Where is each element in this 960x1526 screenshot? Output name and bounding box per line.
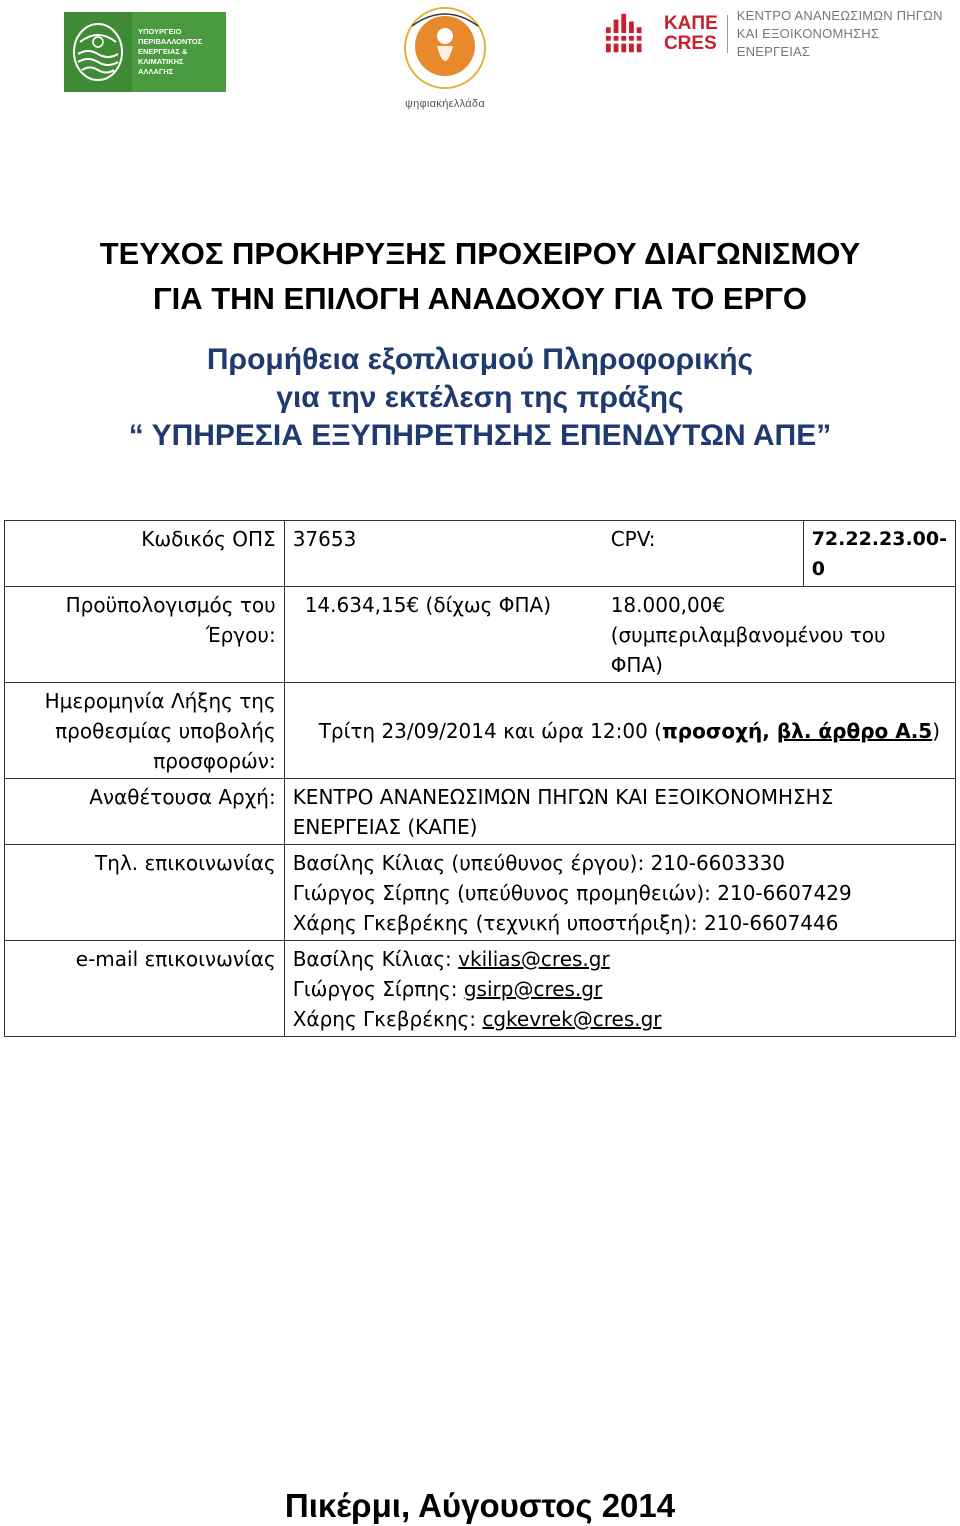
phone-list — [284, 845, 955, 941]
budget-gross-note: (συμπεριλαμβανομένου του ΦΠΑ) — [610, 623, 886, 677]
title-line2: ΓΙΑ ΤΗΝ ΕΠΙΛΟΓΗ ΑΝΑΔΟΧΟΥ ΓΙΑ ΤΟ ΕΡΓΟ — [152, 281, 808, 316]
phone-item: Βασίλης Κίλιας (υπεύθυνος έργου): 210-6603330 — [292, 851, 786, 875]
email-label: e-mail επικοινωνίας — [5, 941, 285, 1037]
table-row-phones — [5, 845, 956, 941]
kape-acronyms — [664, 14, 718, 54]
subtitle-line3: “ ΥΠΗΡΕΣΙΑ ΕΞΥΠΗΡΕΤΗΣΗΣ ΕΠΕΝΔΥΤΩΝ ΑΠΕ” — [128, 419, 832, 452]
kape-bars-icon — [604, 9, 656, 59]
budget-net: 14.634,15€ (δίχως ΦΠΑ) — [304, 593, 552, 617]
document-title — [0, 231, 960, 321]
email-item — [293, 944, 947, 974]
subtitle-line2: για την εκτέλεση της πράξης — [276, 381, 684, 414]
table-row-authority — [5, 779, 956, 845]
digital-greece-caption: ψηφιακήελλάδα — [405, 98, 485, 110]
deadline-close: ) — [932, 719, 941, 743]
deadline-label: Ημερομηνία Λήξης της προθεσμίας υποβολής προσφορών: — [5, 683, 285, 779]
kape-full-name — [737, 7, 948, 61]
budget-gross — [603, 587, 955, 682]
ops-label: Κωδικός ΟΠΣ — [5, 521, 285, 587]
cpv-label: CPV: — [610, 527, 656, 551]
email-link[interactable]: vkilias@cres.gr — [458, 947, 610, 971]
phone-label: Τηλ. επικοινωνίας — [5, 845, 285, 941]
authority-value: ΚΕΝΤΡΟ ΑΝΑΝΕΩΣΙΜΩΝ ΠΗΓΩΝ ΚΑΙ ΕΞΟΙΚΟΝΟΜΗΣΗΣ ΕΝΕΡΓΕΙΑΣ (ΚΑΠΕ) — [284, 779, 955, 845]
kape-divider — [727, 15, 728, 53]
project-subtitle — [0, 341, 960, 455]
email-contact-name: Χάρης Γκεβρέκης: — [292, 1007, 483, 1031]
kape-logo — [604, 8, 948, 60]
email-item — [293, 1004, 947, 1034]
place-and-date: Πικέρμι, Αύγουστος 2014 — [284, 1487, 676, 1524]
title-line1: ΤΕΥΧΟΣ ΠΡΟΚΗΡΥΞΗΣ ΠΡΟΧΕΙΡΟΥ ΔΙΑΓΩΝΙΣΜΟΥ — [99, 236, 861, 271]
deadline-cell — [284, 683, 955, 779]
table-row-ops — [5, 521, 956, 587]
email-link[interactable]: gsirp@cres.gr — [463, 977, 603, 1001]
digital-greece-logo — [392, 6, 498, 110]
cres-acronym: CRES — [663, 33, 717, 54]
email-link[interactable]: cgkevrek@cres.gr — [482, 1007, 662, 1031]
ops-value: 37653 — [292, 527, 357, 551]
subtitle-line1: Προμήθεια εξοπλισμού Πληροφορικής — [206, 343, 754, 376]
kape-full-line2: ΚΑΙ ΕΞΟΙΚΟΝΟΜΗΣΗΣ ΕΝΕΡΓΕΙΑΣ — [736, 26, 880, 59]
kape-full-line1: ΚΕΝΤΡΟ ΑΝΑΝΕΩΣΙΜΩΝ ΠΗΓΩΝ — [736, 8, 943, 23]
email-contact-name: Γιώργος Σίρπης: — [292, 977, 464, 1001]
budget-label: Προϋπολογισμός του Έργου: — [5, 587, 285, 683]
deadline-text: Τρίτη 23/09/2014 και ώρα 12:00 ( — [318, 719, 662, 743]
phone-item: Γιώργος Σίρπης (υπεύθυνος προμηθειών): 210-6607429 — [292, 881, 852, 905]
budget-cell — [284, 587, 955, 683]
phone-item: Χάρης Γκεβρέκης (τεχνική υποστήριξη): 210-6607446 — [292, 911, 839, 935]
digital-greece-icon — [392, 6, 498, 92]
ministry-name: ΥΠΟΥΡΓΕΙΟ ΠΕΡΙΒΑΛΛΟΝΤΟΣ ΕΝΕΡΓΕΙΑΣ & ΚΛΙΜΑΤΙΚΗΣ ΑΛΛΑΓΗΣ — [138, 27, 203, 76]
email-list — [284, 941, 955, 1037]
budget-gross-amount: 18.000,00€ — [610, 593, 726, 617]
deadline-warning: προσοχή, — [661, 719, 777, 743]
table-row-emails — [5, 941, 956, 1037]
ministry-emblem-icon — [64, 12, 132, 92]
authority-label: Αναθέτουσα Αρχή: — [5, 779, 285, 845]
ministry-logo — [64, 12, 226, 92]
ops-cell — [284, 521, 955, 587]
kape-acronym: ΚΑΠΕ — [663, 13, 718, 34]
email-item — [293, 974, 947, 1004]
table-row-budget — [5, 587, 956, 683]
email-contact-name: Βασίλης Κίλιας: — [292, 947, 459, 971]
table-row-deadline — [5, 683, 956, 779]
cpv-value: 72.22.23.00-0 — [803, 521, 955, 586]
tender-info-table — [4, 520, 956, 1037]
deadline-article-link[interactable]: βλ. άρθρο Α.5 — [776, 719, 933, 743]
